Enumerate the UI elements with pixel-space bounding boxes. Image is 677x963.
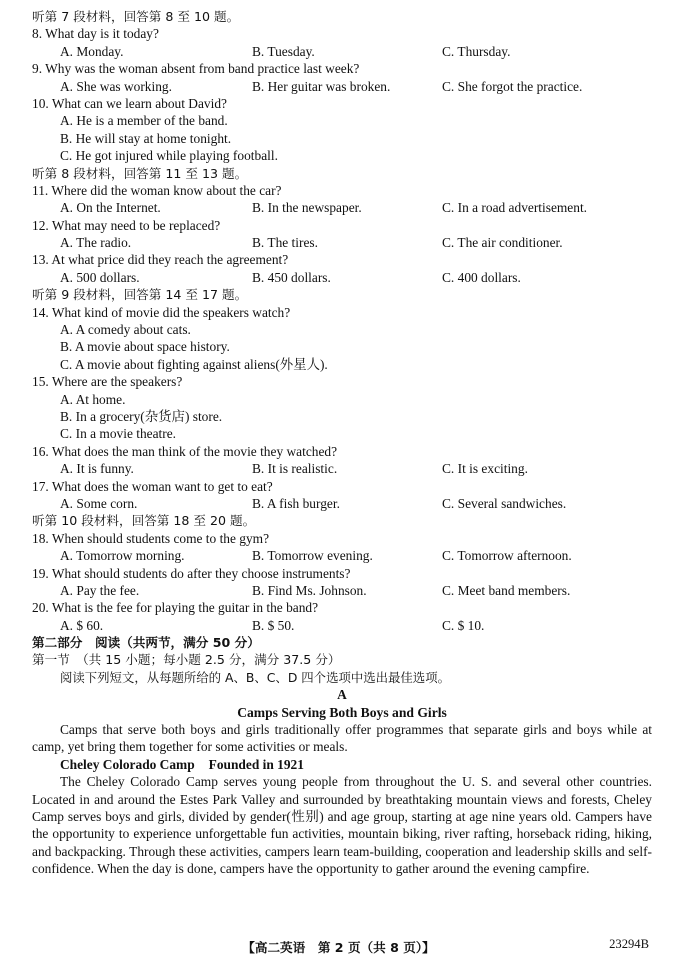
camp-name: Cheley Colorado Camp bbox=[60, 756, 195, 772]
option-b: B. $ 50. bbox=[252, 617, 295, 633]
question-9-options bbox=[32, 78, 652, 95]
question-16-options bbox=[32, 460, 652, 477]
question-14: 14. What kind of movie did the speakers watch? bbox=[32, 304, 291, 320]
option-b: B. In the newspaper. bbox=[252, 200, 362, 216]
option-a: A. It is funny. bbox=[60, 461, 134, 477]
question-10: 10. What can we learn about David? bbox=[32, 95, 227, 111]
question-17-options bbox=[32, 495, 652, 512]
option-c: C. He got injured while playing football. bbox=[60, 148, 278, 164]
camp-heading bbox=[32, 756, 652, 773]
option-b: B. A fish burger. bbox=[252, 495, 340, 511]
page-footer bbox=[0, 937, 677, 957]
option-a: A. 500 dollars. bbox=[60, 269, 140, 285]
question-9: 9. Why was the woman absent from band practice last week? bbox=[32, 61, 360, 77]
passage-intro: Camps that serve both boys and girls traditionally offer programmes that separate girls and boys while at camp, yet bring them together for some activities or meals. bbox=[32, 722, 652, 755]
question-20: 20. What is the fee for playing the guitar in the band? bbox=[32, 600, 319, 616]
option-a: A. She was working. bbox=[60, 78, 172, 94]
question-8: 8. What day is it today? bbox=[32, 26, 159, 42]
option-c: C. 400 dollars. bbox=[442, 269, 521, 285]
section-heading: 听第 8 段材料，回答第 11 至 13 题。 bbox=[32, 165, 248, 181]
option-c: C. Several sandwiches. bbox=[442, 495, 567, 511]
option-c: C. It is exciting. bbox=[442, 461, 528, 477]
option-c: C. $ 10. bbox=[442, 617, 485, 633]
option-b: B. He will stay at home tonight. bbox=[60, 130, 232, 146]
option-a: A. Monday. bbox=[60, 43, 124, 59]
option-c: C. In a movie theatre. bbox=[60, 426, 177, 442]
option-c: C. Meet band members. bbox=[442, 582, 571, 598]
question-17: 17. What does the woman want to get to eat? bbox=[32, 478, 273, 494]
part-heading: 第二部分 阅读（共两节，满分 50 分） bbox=[32, 635, 260, 651]
question-19: 19. What should students do after they choose instruments? bbox=[32, 565, 351, 581]
question-12-options bbox=[32, 234, 652, 251]
option-a: A. On the Internet. bbox=[60, 200, 161, 216]
exam-page bbox=[32, 8, 652, 878]
option-b: B. It is realistic. bbox=[252, 461, 338, 477]
question-15: 15. Where are the speakers? bbox=[32, 374, 183, 390]
option-b: B. Tuesday. bbox=[252, 43, 315, 59]
section-heading: 听第 7 段材料，回答第 8 至 10 题。 bbox=[32, 9, 240, 24]
footer-page-label: 【高二英语 第 2 页（共 8 页）】 bbox=[242, 940, 435, 955]
question-20-options bbox=[32, 617, 652, 634]
question-13: 13. At what price did they reach the agreement? bbox=[32, 252, 289, 268]
question-11-options bbox=[32, 199, 652, 216]
camp-description: The Cheley Colorado Camp serves young people from throughout the U. S. and several other countries. Located in and around the Estes Park Valley and surrounded by breathtaking mountain views and forests, Cheley Camp serves boys and girls, divided by gender(性别) and age group, starting at age nine years old. Campers have the opportunity to experience unforgettable fun activities, mountain biking, river rafting, horseback riding, hiking, and backpacking. Through these activities, campers learn team-building, cooperation and leadership skills and self-confidence. When the day is done, campers have the opportunity to gather around the evening campfire. bbox=[32, 774, 652, 877]
section-heading: 听第 9 段材料，回答第 14 至 17 题。 bbox=[32, 287, 248, 303]
option-a: A. The radio. bbox=[60, 235, 132, 251]
question-8-options bbox=[32, 43, 652, 60]
question-16: 16. What does the man think of the movie they watched? bbox=[32, 443, 338, 459]
option-b: B. 450 dollars. bbox=[252, 269, 331, 285]
option-c: C. Thursday. bbox=[442, 43, 511, 59]
option-b: B. The tires. bbox=[252, 235, 318, 251]
option-a: A. Tomorrow morning. bbox=[60, 548, 185, 564]
question-18-options bbox=[32, 547, 652, 564]
option-a: A. He is a member of the band. bbox=[60, 113, 228, 129]
option-a: A. Pay the fee. bbox=[60, 582, 140, 598]
reading-instruction: 阅读下列短文，从每题所给的 A、B、C、D 四个选项中选出最佳选项。 bbox=[60, 669, 450, 685]
camp-founded: Founded in 1921 bbox=[208, 756, 304, 772]
option-c: C. She forgot the practice. bbox=[442, 78, 583, 94]
option-b: B. A movie about space history. bbox=[60, 339, 230, 355]
subsection-heading: 第一节 （共 15 小题；每小题 2.5 分，满分 37.5 分） bbox=[32, 652, 341, 668]
question-12: 12. What may need to be replaced? bbox=[32, 217, 221, 233]
option-c: C. The air conditioner. bbox=[442, 235, 563, 251]
question-11: 11. Where did the woman know about the car? bbox=[32, 182, 282, 198]
option-a: A. A comedy about cats. bbox=[60, 322, 191, 338]
section-heading: 听第 10 段材料，回答第 18 至 20 题。 bbox=[32, 513, 256, 529]
passage-title: Camps Serving Both Boys and Girls bbox=[237, 704, 447, 720]
question-18: 18. When should students come to the gym? bbox=[32, 530, 270, 546]
option-b: B. Find Ms. Johnson. bbox=[252, 582, 367, 598]
option-c: C. A movie about fighting against aliens(外星人). bbox=[60, 356, 328, 372]
option-b: B. In a grocery(杂货店) store. bbox=[60, 408, 223, 424]
question-19-options bbox=[32, 582, 652, 599]
option-c: C. Tomorrow afternoon. bbox=[442, 548, 572, 564]
question-13-options bbox=[32, 269, 652, 286]
passage-label: A bbox=[337, 687, 347, 703]
option-a: A. $ 60. bbox=[60, 617, 104, 633]
option-b: B. Her guitar was broken. bbox=[252, 78, 391, 94]
option-a: A. At home. bbox=[60, 391, 126, 407]
option-a: A. Some corn. bbox=[60, 495, 138, 511]
option-b: B. Tomorrow evening. bbox=[252, 548, 373, 564]
option-c: C. In a road advertisement. bbox=[442, 200, 588, 216]
footer-code: 23294B bbox=[609, 937, 649, 951]
